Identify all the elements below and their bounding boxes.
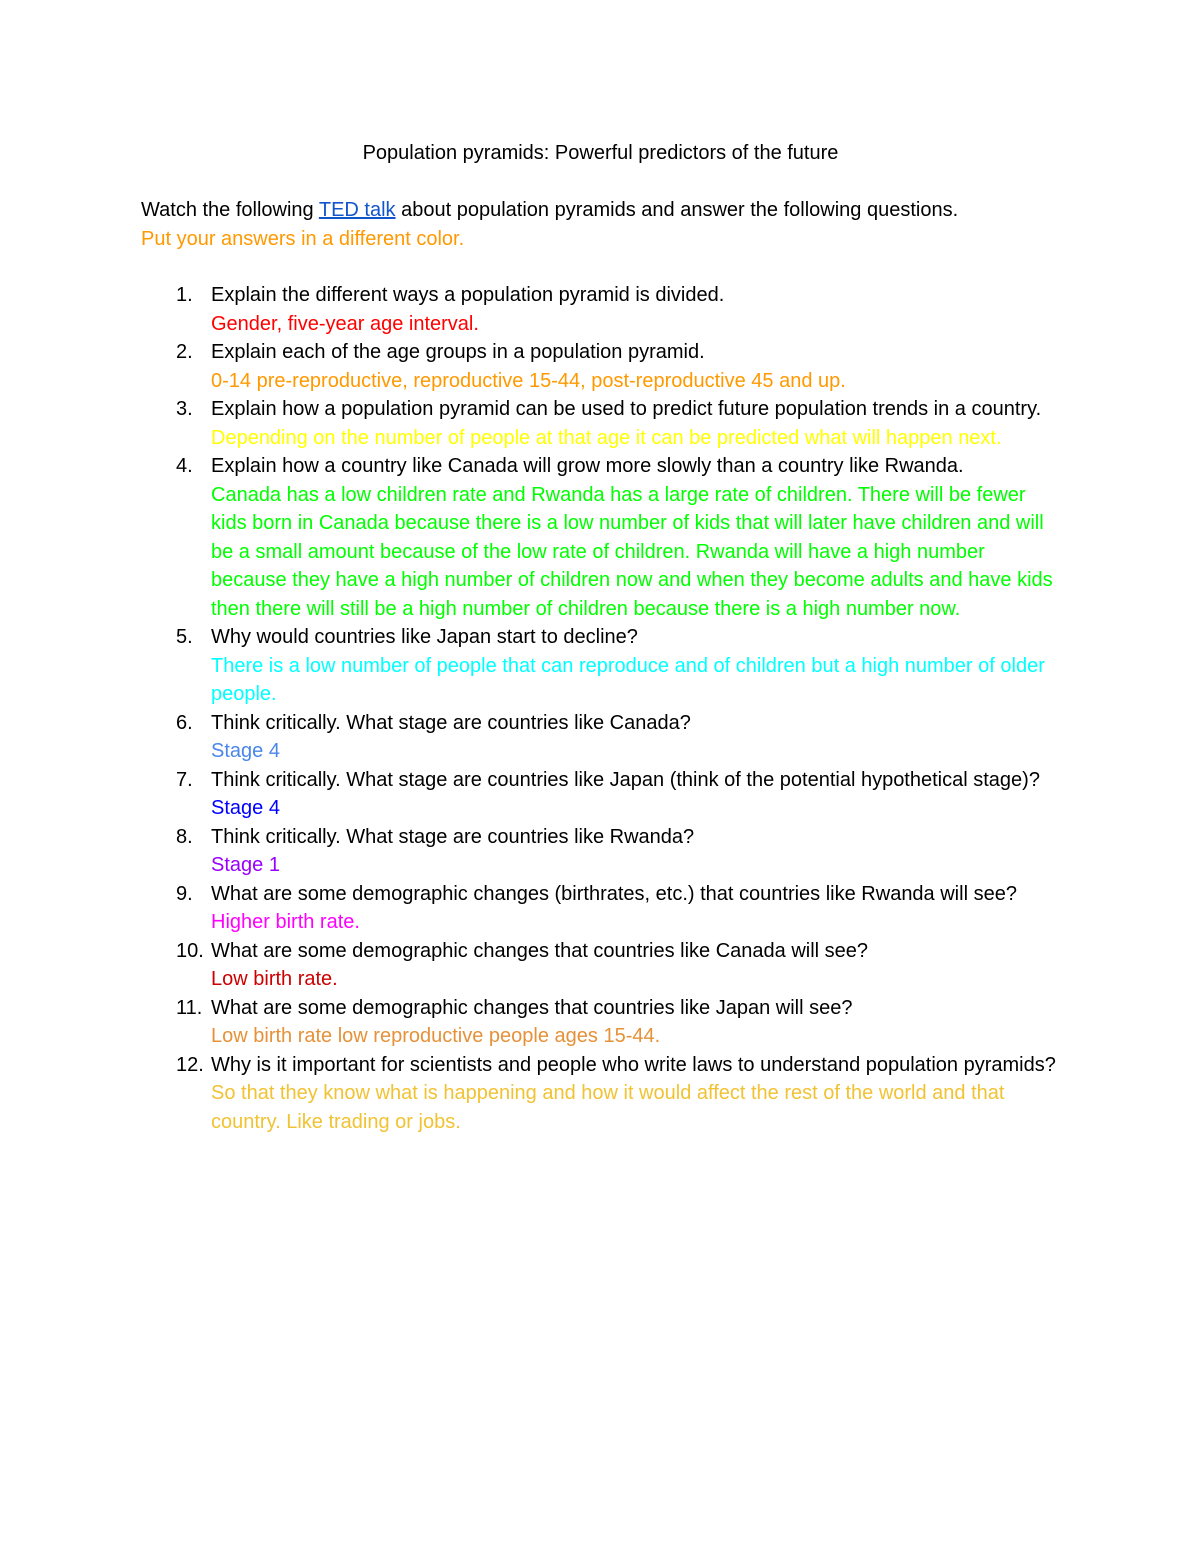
ted-talk-link[interactable]: TED talk <box>318 199 396 221</box>
question-number: 10. <box>176 939 204 962</box>
answer-text: So that they know what is happening and how it would affect the rest of the world and that country. Like trading or jobs. <box>211 1082 1005 1133</box>
question-text: What are some demographic changes that countries like Japan will see? <box>211 996 853 1019</box>
question-text: Explain how a country like Canada will grow more slowly than a country like Rwanda. <box>211 455 964 477</box>
question-number: 8. <box>176 825 193 848</box>
question-text: Think critically. What stage are countries like Canada? <box>211 711 691 734</box>
answer-text: Higher birth rate. <box>211 911 360 933</box>
question-text: Explain the different ways a population pyramid is divided. <box>211 284 725 306</box>
answer-text: Gender, five-year age interval. <box>211 312 479 335</box>
question-text: Explain each of the age groups in a population pyramid. <box>211 341 705 363</box>
question-item-2 <box>141 338 1060 395</box>
question-number: 3. <box>176 398 193 420</box>
question-number: 1. <box>176 284 193 306</box>
answer-text: Depending on the number of people at that age it can be predicted what will happen next. <box>211 426 1002 449</box>
question-text: Explain how a population pyramid can be used to predict future population trends in a country. <box>211 398 1042 420</box>
intro-paragraph <box>141 196 1060 253</box>
answer-text: Low birth rate low reproductive people ages 15-44. <box>211 1025 661 1047</box>
question-number: 11. <box>176 996 203 1019</box>
question-number: 12. <box>176 1053 204 1076</box>
answer-text: There is a low number of people that can reproduce and of children but a high number of older people. <box>211 654 1045 705</box>
question-text: Why would countries like Japan start to decline? <box>211 626 638 648</box>
question-item-4 <box>141 452 1060 623</box>
answer-text: Stage 1 <box>211 854 280 876</box>
question-item-7 <box>141 766 1060 823</box>
answer-text: Low birth rate. <box>211 968 338 990</box>
answer-text: 0-14 pre-reproductive, reproductive 15-44, post-reproductive 45 and up. <box>211 369 846 392</box>
question-list <box>141 281 1060 1136</box>
question-item-11 <box>141 994 1060 1051</box>
question-number: 2. <box>176 341 193 363</box>
question-item-9 <box>141 880 1060 937</box>
answer-text: Canada has a low children rate and Rwanda has a large rate of children. There will be fewer kids born in Canada because there is a low number of kids that will later have children and will be a small amount because of the low rate of children. Rwanda will have a high number because they have a high number of children now and when they become adults and have kids then there will still be a high number of children because there is a high number now. <box>211 483 1053 620</box>
answer-text: Stage 4 <box>211 740 280 762</box>
question-item-6 <box>141 709 1060 766</box>
document-title: Population pyramids: Powerful predictors of the future <box>362 142 839 164</box>
question-item-3 <box>141 395 1060 452</box>
question-item-12 <box>141 1051 1060 1137</box>
question-number: 7. <box>176 768 193 791</box>
question-text: What are some demographic changes (birthrates, etc.) that countries like Rwanda will see? <box>211 882 1017 905</box>
question-number: 4. <box>176 455 193 477</box>
question-item-1 <box>141 281 1060 338</box>
question-number: 5. <box>176 626 193 648</box>
intro-text-before-link: Watch the following <box>141 199 319 221</box>
question-item-10 <box>141 937 1060 994</box>
answer-color-instruction: Put your answers in a different color. <box>141 227 465 250</box>
question-text: Why is it important for scientists and people who write laws to understand population pyramids? <box>211 1053 1056 1076</box>
question-text: Think critically. What stage are countries like Japan (think of the potential hypothetical stage)? <box>211 768 1040 791</box>
intro-text-after-link: about population pyramids and answer the following questions. <box>395 199 959 221</box>
question-text: Think critically. What stage are countries like Rwanda? <box>211 825 695 848</box>
question-item-8 <box>141 823 1060 880</box>
question-number: 6. <box>176 711 193 734</box>
answer-text: Stage 4 <box>211 797 280 819</box>
question-text: What are some demographic changes that countries like Canada will see? <box>211 939 869 962</box>
question-item-5 <box>141 623 1060 709</box>
question-number: 9. <box>176 882 193 905</box>
